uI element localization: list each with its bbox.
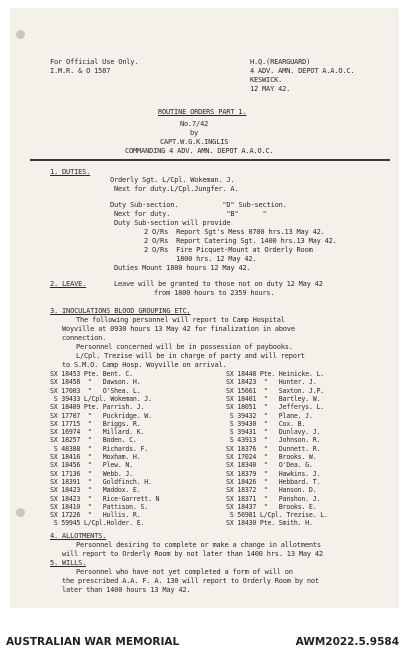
date: 12 MAY 42.	[250, 85, 291, 93]
personnel-entry: S 56981 L/Cpl. Trezise. L.	[226, 511, 328, 520]
personnel-entry: SX 18372 " Hanson. D.	[226, 486, 317, 495]
duties-line: 2 O/Rs Report Sgt's Mess 0700 hrs.13 May 42.	[144, 228, 325, 236]
wills-line: Personnel who have not yet completed a form of will on	[76, 568, 293, 576]
personnel-entry: SX 18371 " Panshon. J.	[226, 494, 321, 503]
leave-heading: 2. LEAVE.	[50, 280, 87, 288]
inoculations-line: Woyville at 0930 hours 13 May 42 for finalization in above	[62, 325, 295, 333]
personnel-entry: SX 18409 Pte. Parrish. J.	[50, 403, 145, 412]
personnel-entry: SX 17707 " Puckridge. W.	[50, 411, 152, 420]
personnel-entry: SX 18437 " Brooks. E.	[226, 502, 317, 511]
personnel-entry: SX 18410 " Pattison. S.	[50, 502, 149, 511]
duties-line: Next for duty.L/Cpl.Jungfer. A.	[114, 185, 239, 193]
personnel-entry: SX 16974 " Millard. K.	[50, 428, 145, 437]
inoculations-line: to S.M.O. Camp Hosp. Woyville on arrival.	[62, 361, 227, 369]
duties-line: Duties Mount 1800 hours 12 May 42.	[114, 264, 251, 272]
leave-line: Leave will be granted to those not on duty 12 May 42	[114, 280, 323, 288]
personnel-entry: S 43913 " Johnson. R.	[226, 436, 321, 445]
inoculations-line: Personnel concerned will be in possession of paybooks.	[76, 343, 293, 351]
by-line: by	[190, 129, 199, 137]
unit-name: 4 ADV. AMN. DEPOT A.A.O.C.	[250, 67, 355, 75]
location: KESWICK.	[250, 76, 283, 84]
commander-name: CAPT.W.G.K.INGLIS	[160, 138, 229, 146]
personnel-entry: S 39431 " Dunlavy. J.	[226, 428, 321, 437]
inoculations-line: L/Cpl. Trezise will be in charge of party and will report	[76, 352, 305, 360]
orders-title: ROUTINE ORDERS PART 1.	[158, 108, 247, 116]
title-rule	[30, 159, 390, 161]
personnel-entry: SX 18448 Pte. Heinicke. L.	[226, 370, 325, 378]
inoculations-heading: 3. INOCULATIONS BLOOD GROUPING ETC.	[50, 307, 191, 315]
personnel-entry: SX 17024 " Brooks. W.	[226, 453, 317, 461]
personnel-entry: SX 18458 " Dawson. H.	[50, 378, 141, 387]
wills-line: later than 1400 hours 13 May 42.	[62, 586, 191, 594]
personnel-entry: SX 15661 " Saxton. J.P.	[226, 386, 325, 395]
personnel-entry: SX 18340 " O'Dea. G.	[226, 461, 313, 470]
duties-line: Next for duty. "B" "	[114, 210, 267, 218]
archive-name: AUSTRALIAN WAR MEMORIAL	[6, 636, 180, 648]
allotments-line: Personnel desiring to complete or make a change in allotments	[76, 541, 321, 549]
reference-line: I.M.R. & O 1587	[50, 67, 111, 75]
duties-heading: 1. DUTIES.	[50, 168, 91, 176]
unit-hq: H.Q.(REARGUARD)	[250, 58, 311, 66]
personnel-entry: SX 18376 " Dunnett. R.	[226, 444, 321, 453]
personnel-entry: SX 18430 Pte. Smith. H.	[226, 519, 313, 528]
punch-hole	[16, 508, 25, 517]
inoculations-line: connection.	[62, 334, 107, 342]
personnel-entry: SX 18257 " Boden. C.	[50, 436, 137, 445]
archive-footer	[0, 609, 409, 653]
personnel-entry: SX 18456 " Plew. N.	[50, 461, 133, 470]
duties-line: Orderly Sgt. L/Cpl. Wokeman. J.	[110, 176, 235, 184]
personnel-entry: SX 18379 " Hawkins. J.	[226, 469, 321, 478]
allotments-line: will report to Orderly Room by not later than 1400 hrs. 13 May 42	[62, 550, 323, 558]
punch-hole	[16, 30, 25, 39]
personnel-entry: S 39433 L/Cpl. Wokeman. J.	[50, 394, 152, 403]
duties-line: 2 O/Rs Fire Picquet-Mount at Orderly Room	[144, 246, 313, 254]
personnel-entry: SX 18051 " Jefferys. L.	[226, 403, 325, 412]
inoculations-line: The following personnel will report to Camp Hospital	[76, 316, 285, 324]
personnel-entry: SX 18453 Pte. Bent. C.	[50, 370, 133, 378]
allotments-heading: 4. ALLOTMENTS.	[50, 532, 107, 540]
personnel-entry: S 48388 " Richards. F.	[50, 444, 149, 453]
leave-line: from 1800 hours to 2359 hours.	[154, 289, 275, 297]
personnel-entry: SX 18391 " Goldfinch. H.	[50, 477, 152, 486]
personnel-entry: S 39432 " Plane. J.	[226, 411, 313, 420]
personnel-entry: S 39430 " Cox. B.	[226, 419, 306, 428]
classification-line: For Official Use Only.	[50, 58, 139, 66]
personnel-entry: SX 18416 " Moxham. H.	[50, 453, 141, 461]
personnel-entry: S 59945 L/Cpl.Holder. E.	[50, 519, 145, 528]
commander-title: COMMANDING 4 ADV. AMN. DEPOT A.A.O.C.	[125, 147, 274, 155]
personnel-entry: SX 18423 " Rice-Garrett. N	[50, 494, 160, 503]
personnel-entry: SX 17715 " Briggs. R.	[50, 419, 141, 428]
personnel-entry: SX 18423 " Maddox. E.	[50, 486, 141, 495]
wills-line: the prescribed A.A. F. A. 130 will report to Orderly Room by not	[62, 577, 319, 585]
personnel-entry: SX 18426 " Hebbard. T.	[226, 477, 321, 486]
personnel-entry: SX 17136 " Webb. J.	[50, 469, 133, 478]
document-page	[10, 8, 399, 608]
personnel-entry: SX 17226 " Hollis. R.	[50, 511, 141, 520]
duties-line: 1800 hrs. 12 May 42.	[144, 255, 257, 263]
orders-number: No.7/42	[180, 120, 209, 128]
archive-reference: AWM2022.5.9584	[295, 636, 399, 648]
duties-line: Duty Sub-section. "D" Sub-section.	[110, 201, 287, 209]
personnel-entry: SX 17003 " O'Shea. L.	[50, 386, 141, 395]
personnel-entry: SX 18423 " Hunter. J.	[226, 378, 317, 387]
personnel-entry: SX 18401 " Bartley. W.	[226, 394, 321, 403]
duties-line: 2 O/Rs Report Catering Sgt. 1400 hrs.13 May 42.	[144, 237, 337, 245]
duties-line: Duty Sub-section will provide	[114, 219, 231, 227]
wills-heading: 5. WILLS.	[50, 559, 87, 567]
